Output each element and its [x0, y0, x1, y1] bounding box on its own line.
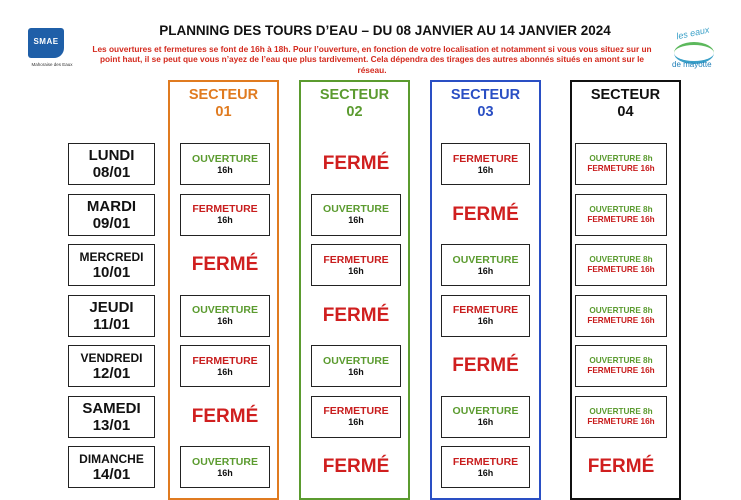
smae-badge [28, 28, 64, 58]
status-close-box-sector-03 [441, 143, 530, 185]
status-open-close-box-sector-04 [575, 143, 667, 185]
open-time-label: OUVERTURE 8h [589, 204, 653, 214]
time-label: 16h [348, 215, 364, 225]
day-date: 10/01 [92, 263, 131, 281]
time-label: 16h [217, 164, 233, 175]
status-open-close-box-sector-04 [575, 244, 667, 286]
smae-logo-caption: Mahoraise des Eaux [31, 62, 73, 67]
status-closed-sector-01: FERMÉ [191, 254, 259, 275]
status-open-close-box-sector-04 [575, 345, 667, 387]
day-date: 13/01 [92, 416, 131, 434]
close-label: FERMETURE [192, 354, 258, 367]
day-name: VENDREDI [80, 350, 143, 365]
day-name: LUNDI [88, 147, 135, 164]
day-label-12-01 [68, 345, 155, 387]
status-closed-sector-02: FERMÉ [322, 304, 390, 326]
day-date: 09/01 [92, 214, 131, 232]
time-label: 16h [217, 316, 233, 326]
time-label: 16h [477, 265, 494, 276]
time-label: 16h [217, 215, 233, 225]
close-time-label: FERMETURE 16h [587, 164, 655, 173]
time-label: 16h [477, 417, 494, 427]
sector-header-04: SECTEUR 04 [590, 87, 661, 120]
schedule-notice: Les ouvertures et fermetures se font de 16h à 18h. Pour l’ouverture, en fonction de votre localisation et notamment si vous vous situez sur un point haut, il se peut que vous n’ayez de l’eau que plus tardivement. Cela dépendra des tirages des autres abonnés situés en amont sur le réseau. [92, 44, 652, 75]
status-open-box-sector-01 [180, 295, 270, 337]
close-time-label: FERMETURE 16h [587, 214, 655, 224]
status-closed-sector-03: FERMÉ [452, 203, 519, 225]
status-open-box-sector-02 [311, 194, 401, 236]
day-label-14-01 [68, 446, 155, 488]
status-close-box-sector-03 [441, 446, 530, 488]
close-time-label: FERMETURE 16h [587, 416, 655, 426]
status-open-box-sector-03 [441, 396, 530, 438]
day-name: DIMANCHE [79, 451, 144, 466]
status-open-close-box-sector-04 [575, 396, 667, 438]
day-date: 12/01 [92, 364, 131, 382]
open-label: OUVERTURE [452, 253, 519, 266]
time-label: 16h [348, 366, 364, 377]
status-closed-sector-02: FERMÉ [322, 153, 390, 174]
status-close-box-sector-01 [180, 345, 270, 387]
sector-header-02: SECTEUR 02 [319, 87, 390, 120]
close-time-label: FERMETURE 16h [587, 315, 655, 325]
status-closed-sector-03: FERMÉ [452, 355, 519, 376]
time-label: 16h [217, 467, 233, 478]
page-title: PLANNING DES TOURS D’EAU – DU 08 JANVIER AU 14 JANVIER 2024 [159, 23, 611, 38]
close-label: FERMETURE [452, 304, 519, 316]
day-date: 14/01 [92, 465, 131, 483]
smae-logo-text: SMAE [33, 37, 59, 46]
open-label: OUVERTURE [323, 203, 389, 215]
open-time-label: OUVERTURE 8h [589, 255, 653, 264]
status-close-box-sector-02 [311, 244, 401, 286]
time-label: 16h [348, 417, 364, 427]
day-label-08-01 [68, 143, 155, 185]
status-open-box-sector-01 [180, 446, 270, 488]
open-label: OUVERTURE [452, 405, 519, 417]
close-label: FERMETURE [323, 405, 389, 417]
open-label: OUVERTURE [192, 152, 258, 165]
sector-header-01: SECTEUR 01 [188, 87, 259, 120]
status-close-box-sector-01 [180, 194, 270, 236]
day-label-09-01 [68, 194, 155, 236]
time-label: 16h [217, 366, 233, 377]
eaux-logo-line1: les eaux [675, 24, 711, 42]
eaux-de-mayotte-logo [668, 26, 724, 74]
day-label-10-01 [68, 244, 155, 286]
status-closed-sector-02: FERMÉ [322, 456, 390, 477]
status-close-box-sector-02 [311, 396, 401, 438]
status-closed-sector-01: FERMÉ [191, 405, 259, 427]
open-label: OUVERTURE [192, 304, 258, 316]
status-open-box-sector-03 [441, 244, 530, 286]
open-time-label: OUVERTURE 8h [589, 305, 653, 315]
status-open-box-sector-01 [180, 143, 270, 185]
status-closed-sector-04: FERMÉ [587, 456, 655, 477]
open-time-label: OUVERTURE 8h [589, 406, 653, 416]
smae-logo [24, 26, 80, 76]
open-label: OUVERTURE [192, 455, 258, 468]
close-time-label: FERMETURE 16h [587, 265, 655, 274]
day-date: 08/01 [92, 164, 131, 181]
day-name: MARDI [86, 197, 137, 215]
close-time-label: FERMETURE 16h [587, 366, 655, 375]
status-open-close-box-sector-04 [575, 295, 667, 337]
close-label: FERMETURE [452, 152, 519, 165]
time-label: 16h [348, 265, 364, 276]
time-label: 16h [477, 164, 494, 175]
status-close-box-sector-03 [441, 295, 530, 337]
day-label-13-01 [68, 396, 155, 438]
close-label: FERMETURE [452, 455, 519, 468]
eaux-logo-line2: de mayotte [672, 60, 712, 69]
open-time-label: OUVERTURE 8h [589, 154, 653, 163]
day-name: SAMEDI [82, 399, 141, 417]
day-name: MERCREDI [79, 249, 144, 264]
day-label-11-01 [68, 295, 155, 337]
day-date: 11/01 [93, 315, 130, 333]
sector-header-03: SECTEUR 03 [450, 87, 521, 120]
open-time-label: OUVERTURE 8h [589, 356, 653, 365]
close-label: FERMETURE [192, 203, 258, 215]
time-label: 16h [477, 467, 494, 478]
open-label: OUVERTURE [323, 354, 389, 367]
status-open-close-box-sector-04 [575, 194, 667, 236]
close-label: FERMETURE [323, 253, 389, 266]
time-label: 16h [477, 316, 494, 326]
status-open-box-sector-02 [311, 345, 401, 387]
day-name: JEUDI [89, 298, 134, 316]
